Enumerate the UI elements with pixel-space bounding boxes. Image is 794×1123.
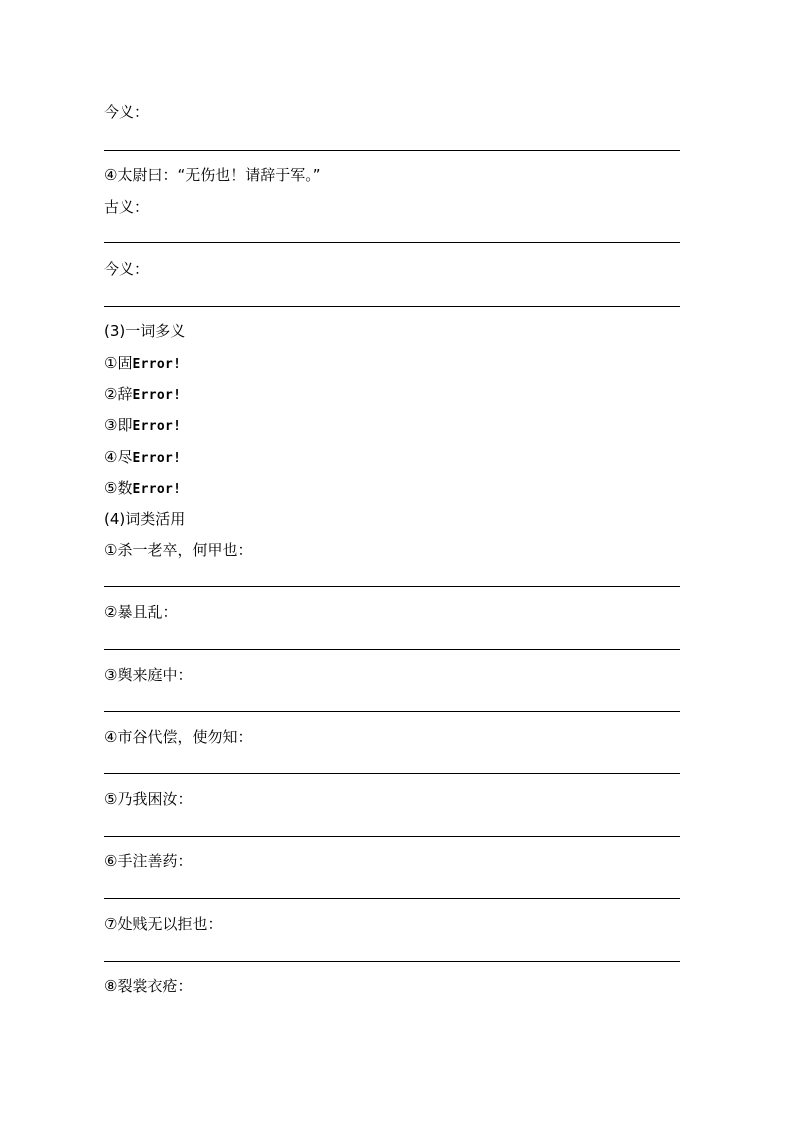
error-text: Error! bbox=[132, 451, 182, 466]
answer-line bbox=[104, 306, 680, 307]
answer-line bbox=[104, 836, 680, 837]
polysemy-item-label: ④尽 bbox=[104, 448, 133, 466]
conversion-item: ⑦处贱无以拒也： bbox=[104, 915, 223, 933]
answer-line bbox=[104, 242, 680, 243]
answer-line bbox=[104, 961, 680, 962]
polysemy-item-label: ⑤数 bbox=[104, 479, 133, 497]
answer-line bbox=[104, 150, 680, 151]
polysemy-item-label: ①固 bbox=[104, 354, 133, 372]
conversion-item: ⑥手注善药： bbox=[104, 852, 193, 870]
polysemy-item bbox=[104, 479, 181, 499]
jinyi-label-2: 今义： bbox=[104, 260, 150, 278]
polysemy-item-label: ②辞 bbox=[104, 385, 133, 403]
answer-line bbox=[104, 898, 680, 899]
answer-line bbox=[104, 586, 680, 587]
answer-line bbox=[104, 773, 680, 774]
polysemy-item bbox=[104, 448, 181, 468]
jinyi-label-1: 今义： bbox=[104, 103, 150, 121]
polysemy-item bbox=[104, 385, 181, 405]
polysemy-item bbox=[104, 354, 181, 374]
error-text: Error! bbox=[132, 482, 182, 497]
conversion-item: ③舆来庭中： bbox=[104, 666, 193, 684]
answer-line bbox=[104, 711, 680, 712]
error-text: Error! bbox=[132, 388, 182, 403]
item-taiwei-quote: ④太尉曰：“无伤也！请辞于军。” bbox=[104, 166, 321, 184]
conversion-item: ④市谷代偿，使勿知： bbox=[104, 728, 253, 746]
conversion-item: ⑧裂裳衣疮： bbox=[104, 977, 193, 995]
conversion-item: ①杀一老卒，何甲也： bbox=[104, 541, 253, 559]
answer-line bbox=[104, 649, 680, 650]
section-4-heading: (4)词类活用 bbox=[104, 510, 186, 528]
guyi-label: 古义： bbox=[104, 198, 150, 216]
section-3-heading: (3)一词多义 bbox=[104, 322, 186, 340]
error-text: Error! bbox=[132, 357, 182, 372]
polysemy-item bbox=[104, 416, 181, 436]
conversion-item: ②暴且乱： bbox=[104, 603, 178, 621]
polysemy-item-label: ③即 bbox=[104, 416, 133, 434]
conversion-item: ⑤乃我困汝： bbox=[104, 790, 193, 808]
error-text: Error! bbox=[132, 419, 182, 434]
